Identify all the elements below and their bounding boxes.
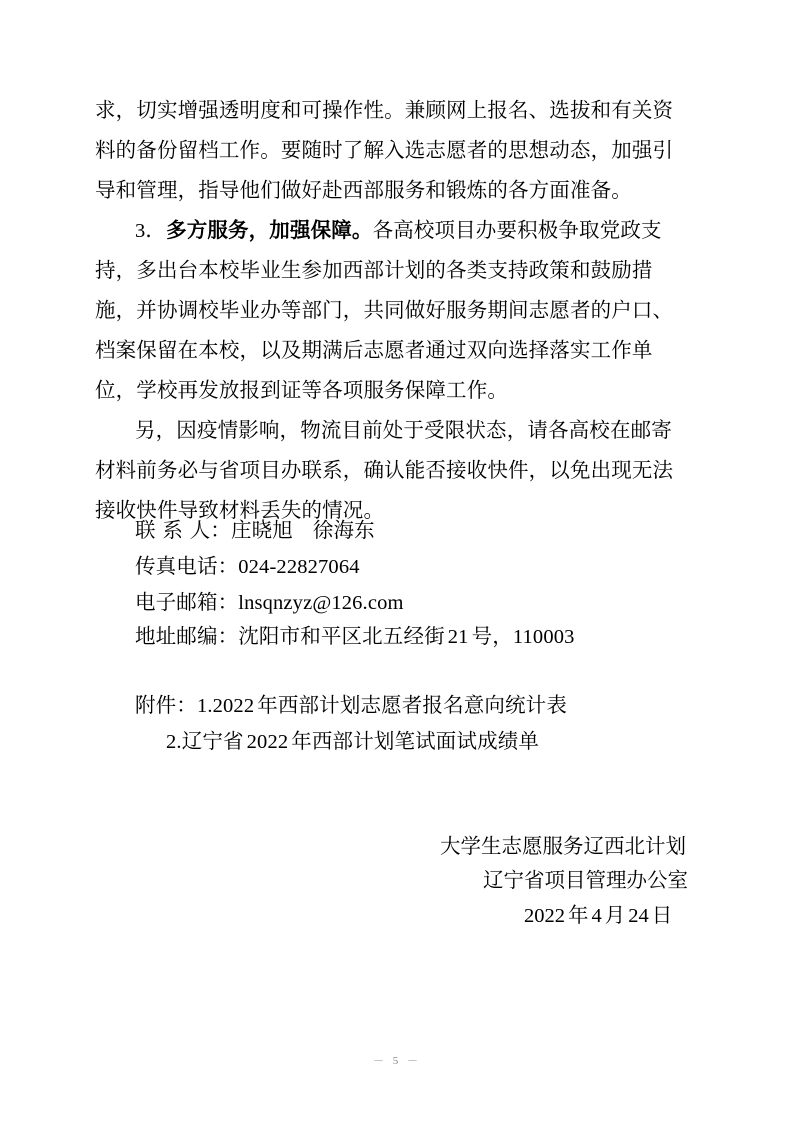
contact-address-row [135, 624, 575, 649]
date-day: 24 [628, 905, 649, 927]
date-month: 4 [591, 905, 602, 927]
contact-fax-label: 传真电话： [135, 554, 239, 578]
contact-email-row [135, 590, 404, 615]
attachment-2-number: 2. [166, 731, 182, 753]
signature-org-1: 大学生志愿服务辽西北计划 [440, 834, 686, 858]
date-year-unit: 年 [568, 903, 589, 927]
paragraph-line: 另，因疫情影响，物流目前处于受限状态，请各高校在邮寄 [135, 418, 672, 442]
attachment-1-title: 年西部计划志愿者报名意向统计表 [257, 693, 567, 717]
page-number: － 5 － [373, 1055, 421, 1067]
attachment-2-year: 2022 [246, 731, 289, 753]
contact-address-suffix: 号， [471, 624, 513, 648]
paragraph-line: 求，切实增强透明度和可操作性。兼顾网上报名、选拔和有关资 [95, 98, 674, 122]
paragraph-line: 持，多出台本校毕业生参加西部计划的各类支持政策和鼓励措 [95, 258, 653, 282]
paragraph-line [135, 218, 662, 243]
attachment-1-number: 1.2022 [196, 695, 255, 717]
attachment-2-title-a: 辽宁省 [181, 729, 244, 753]
item-text: 各高校项目办要积极争取党政支 [372, 218, 662, 242]
item-heading: 多方服务，加强保障。 [166, 218, 373, 242]
date-year: 2022 [524, 905, 565, 927]
attachments-label: 附件： [135, 693, 197, 717]
item-number: 3． [135, 220, 167, 242]
contact-email-address[interactable]: lnsqnzyz@126.com [238, 592, 404, 614]
signature-org-2: 辽宁省项目管理办公室 [483, 868, 688, 892]
signature-date [524, 903, 672, 928]
paragraph-line: 施，并协调校毕业办等部门，共同做好服务期间志愿者的户口、 [95, 298, 674, 322]
contact-address-label: 地址邮编： [135, 624, 239, 648]
paragraph-line: 材料前务必与省项目办联系，确认能否接收快件，以免出现无法 [95, 458, 674, 482]
paragraph-line: 位，学校再发放报到证等各项服务保障工作。 [95, 378, 508, 402]
attachment-row-2 [166, 729, 539, 754]
contact-email-label: 电子邮箱： [135, 590, 239, 614]
paragraph-line: 档案保留在本校，以及期满后志愿者通过双向选择落实工作单 [95, 338, 653, 362]
date-day-unit: 日 [651, 903, 673, 927]
contact-people-label: 联 系 人： [135, 518, 231, 542]
paragraph-line: 接收快件导致材料丢失的情况。 [95, 498, 385, 522]
contact-address-number: 21 [447, 626, 469, 648]
contact-people-row [135, 518, 375, 542]
contact-fax-number: 024-22827064 [238, 556, 360, 578]
attachment-row-1 [135, 693, 567, 718]
contact-fax-row [135, 554, 360, 579]
contact-postcode: 110003 [512, 626, 575, 648]
contact-people-names: 庄晓旭 徐海东 [230, 518, 375, 542]
paragraph-line: 料的备份留档工作。要随时了解入选志愿者的思想动态，加强引 [95, 138, 674, 162]
date-month-unit: 月 [604, 903, 626, 927]
attachment-2-title-b: 年西部计划笔试面试成绩单 [291, 729, 540, 753]
contact-address-street: 沈阳市和平区北五经街 [238, 624, 445, 648]
paragraph-line: 导和管理，指导他们做好赴西部服务和锻炼的各方面准备。 [95, 178, 632, 202]
